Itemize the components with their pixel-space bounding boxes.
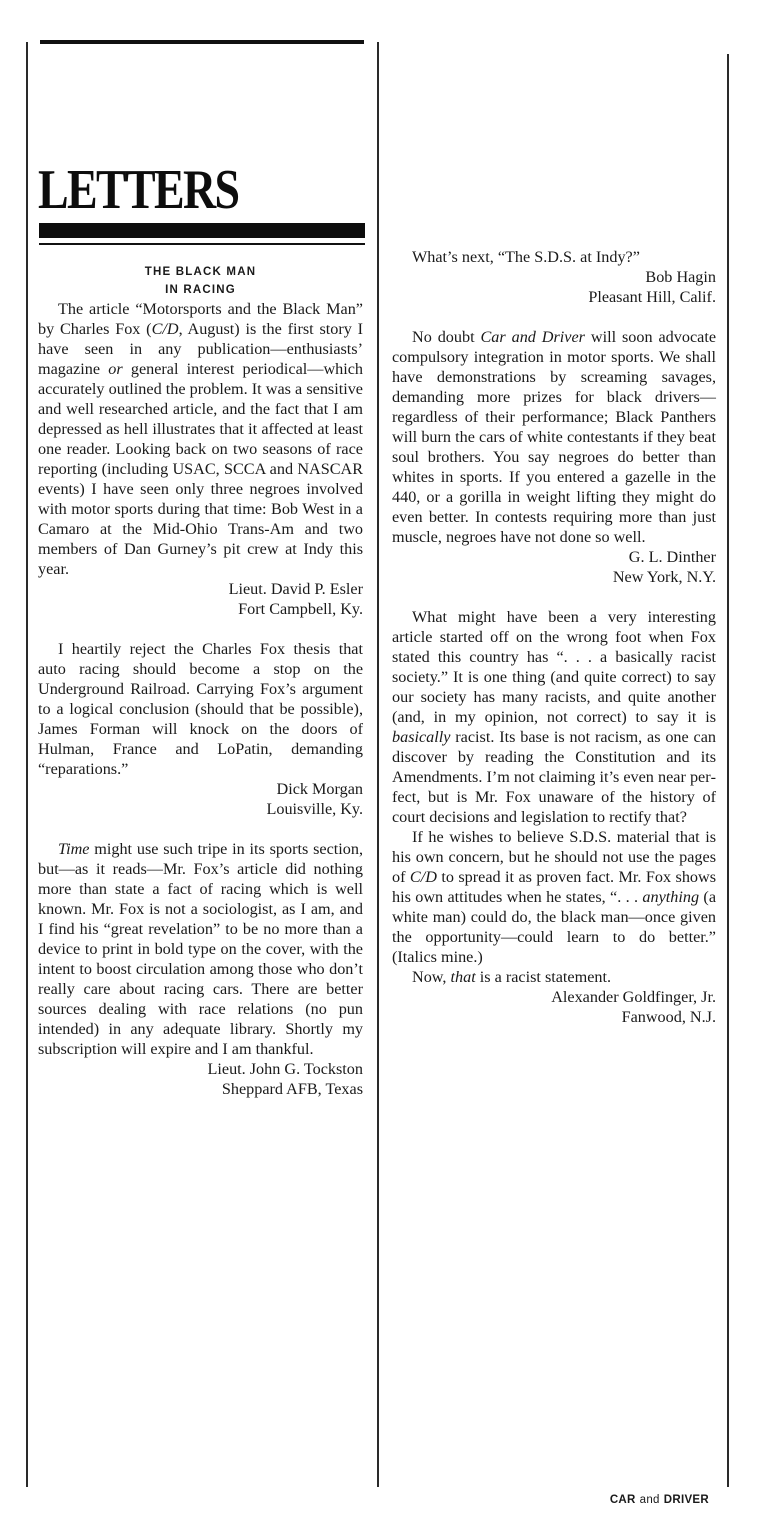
italic-text: basically [392, 728, 451, 746]
subhead [38, 263, 363, 299]
italic-text: C/D [151, 320, 179, 338]
letter-goldfinger [392, 607, 716, 1027]
signature-location: Louisville, Ky. [266, 800, 363, 818]
letter-paragraph [38, 299, 363, 579]
body-text: What might have been a very interesting article started off on the wrong foot when Fox stated this country has “. . . a basically racist society.” It is one thing (and quite correct) to say our society has many racists, and quite another (and, in my opinion, not correct) to say it is [392, 608, 716, 726]
italic-text: Car and Driver [480, 328, 585, 346]
italic-text: anything [642, 888, 700, 906]
italic-text: Time [58, 840, 90, 858]
body-text: Now, [412, 968, 451, 986]
body-text: (a white man) could do, the black man—once given the opportunity—could learn to do better.” (Italics mine.) [392, 888, 717, 966]
letter-paragraph [392, 327, 716, 547]
body-text: The article “Motorsports and the Black Man” by Charles Fox ( [38, 300, 363, 338]
signature-name: G. L. Dinther [628, 548, 716, 566]
signature-location: Fort Campbell, Ky. [238, 600, 363, 618]
letter-paragraph [392, 247, 716, 267]
signature-location: Pleasant Hill, Calif. [588, 288, 716, 306]
body-text: might use such tripe in its sports section, but—as it reads—Mr. Fox’s article did nothing more than state a fact of racing which is well known. Mr. Fox is not a sociologist, as I am, and I find his “great revelation” to be no more than a device to print in bold type on the cover, with the intent to boost circulation among those who don’t really care about racing cars. There are better sources dealing with race relations (no pun intended) in any adequate library. Shortly my subscription will expire and I am thankful. [38, 840, 363, 1058]
signature-name: Lieut. John G. Tockston [207, 1060, 363, 1078]
letter-paragraph [392, 607, 716, 827]
signature-name: Dick Morgan [276, 780, 363, 798]
left-column [38, 262, 363, 1119]
subhead-line-2: IN RACING [165, 284, 236, 296]
signature-location: Fanwood, N.J. [621, 1008, 716, 1026]
italic-text: C/D [409, 868, 437, 886]
right-column [392, 247, 716, 1047]
footer-brand-car: CAR [609, 1494, 636, 1506]
body-text: No doubt [412, 328, 481, 346]
body-text: , August) is the first story I have seen in any publication—enthusiasts’ magazine [38, 320, 364, 378]
letter-paragraph [392, 827, 716, 967]
letter-morgan [38, 639, 363, 819]
footer-brand-and: and [639, 1494, 660, 1506]
letter-esler [38, 299, 363, 619]
signature-name: Lieut. David P. Esler [228, 580, 363, 598]
footer-brand-driver: DRIVER [663, 1494, 709, 1506]
body-text: to spread it as proven fact. Mr. Fox shows his own attitudes when he states, “. . . [392, 868, 716, 906]
italic-text: that [450, 968, 476, 986]
title-thin-rule [39, 243, 365, 245]
letter-tockston [38, 839, 363, 1099]
italic-text: or [108, 360, 123, 378]
center-column-divider [377, 42, 379, 1487]
signature-location: Sheppard AFB, Texas [221, 1080, 363, 1098]
section-title: LETTERS [38, 159, 239, 221]
magazine-footer [610, 1494, 709, 1506]
letter-dinther [392, 327, 716, 587]
letter-paragraph [392, 967, 716, 987]
letter-paragraph [38, 839, 363, 1059]
body-text: will soon advocate compulsory integration in motor sports. We shall have demonstrations by screaming savages, demanding more prizes for black drivers—regardless of their performance; Black Panthers will burn the cars of white contestants if they beat soul brothers. You say negroes do better than whites in sports. If you entered a gazelle in the 440, or a gorilla in weight lifting they might do even better. In contests requiring more than just muscle, negroes have not done so well. [392, 328, 717, 546]
body-text: is a racist statement. [475, 968, 612, 986]
right-column-border [727, 54, 729, 1487]
letter-hagin [392, 247, 716, 307]
signature-name: Alexander Goldfinger, Jr. [551, 988, 716, 1006]
letter-paragraph [38, 639, 363, 779]
body-text: general interest periodical—which accurately outlined the problem. It was a sensitive and well researched article, and the fact that I am depressed as hell illustrates that it affected at least one reader. Looking back on two seasons of race reporting (including USAC, SCCA and NASCAR events) I have seen only three negroes involved with motor sports during that time: Bob West in a Camaro at the Mid-Ohio Trans-Am and two members of Dan Gurney’s pit crew at Indy this year. [38, 360, 364, 578]
signature-name: Bob Hagin [645, 268, 716, 286]
top-rule [40, 40, 364, 44]
body-text: What’s next, “The S.D.S. at Indy?” [412, 248, 640, 266]
subhead-line-1: THE BLACK MAN [144, 266, 257, 278]
body-text: I heartily reject the Charles Fox thesis that auto racing should become a stop on the Underground Railroad. Carrying Fox’s argument to a logical conclusion (should that be possible), James Forman will knock on the doors of Hulman, France and LoPatin, demanding “reparations.” [38, 640, 363, 778]
body-text: racist. Its base is not racism, as one can discover by reading the Constitution and its Amendments. I’m not claiming it’s even near perfect, but is Mr. Fox unaware of the history of court decisions and legislation to rectify that? [392, 728, 716, 826]
body-text: If he wishes to believe S.D.S. material that is his own concern, but he should not use the pages of [392, 828, 716, 886]
left-column-border [26, 42, 28, 1487]
signature-location: New York, N.Y. [612, 568, 716, 586]
title-thick-rule [39, 223, 365, 238]
